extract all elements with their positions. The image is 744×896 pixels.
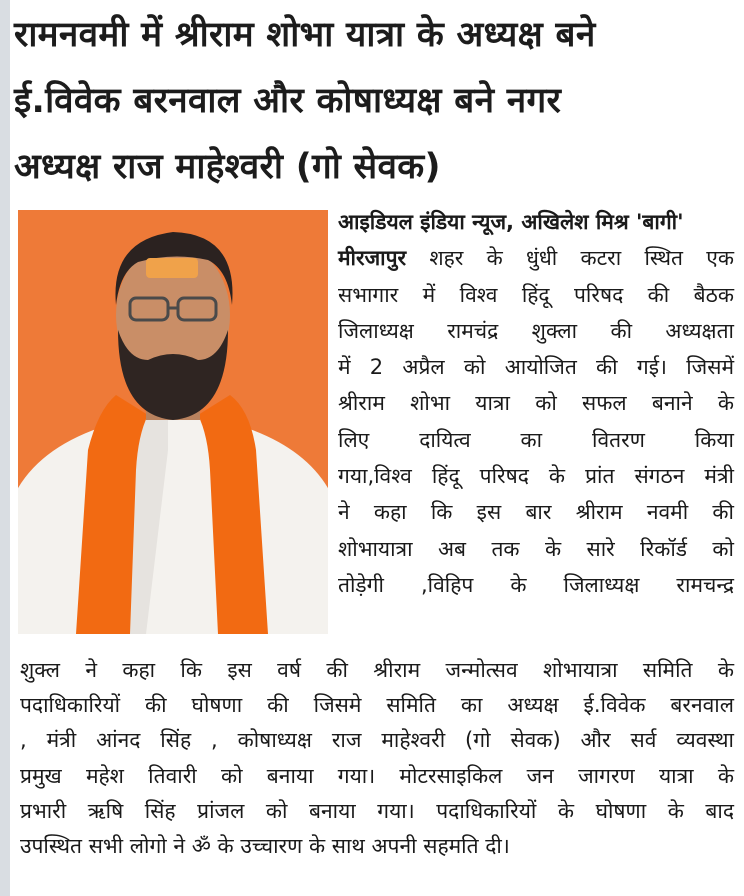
dateline: मीरजापुर <box>338 246 407 271</box>
portrait-photo-icon <box>18 210 328 634</box>
byline: आइडियल इंडिया न्यूज, अखिलेश मिश्र 'बागी' <box>338 210 684 234</box>
column-line-3: जिलाध्यक्ष रामचंद्र शुक्ला की अध्यक्षता <box>338 318 734 343</box>
column-line-6: लिए दायित्व का वितरण किया <box>338 427 734 452</box>
column-line-10: तोड़ेगी ,विहिप के जिलाध्यक्ष रामचन्द्र <box>338 572 734 597</box>
portrait-photo <box>18 210 328 634</box>
column-line-1 <box>338 240 734 276</box>
full-line-1: शुक्ल ने कहा कि इस वर्ष की श्रीराम जन्मोत्सव शोभायात्रा समिति के <box>20 658 734 682</box>
headline-line-2: ई.विवेक बरनवाल और कोषाध्यक्ष बने नगर <box>14 81 562 121</box>
column-line-4: में 2 अप्रैल को आयोजित की गई। जिसमें <box>338 355 734 380</box>
full-line-3: , मंत्री आंनद सिंह , कोषाध्यक्ष राज माहेश्वरी (गो सेवक) और सर्व व्यवस्था <box>20 728 734 753</box>
headline-line-3: अध्यक्ष राज माहेश्वरी (गो सेवक) <box>14 147 441 187</box>
page-edge-strip <box>0 0 10 896</box>
headline-line-1: रामनवमी में श्रीराम शोभा यात्रा के अध्यक्ष बने <box>14 15 596 55</box>
column-line-2: सभागार में विश्व हिंदू परिषद की बैठक <box>338 282 734 307</box>
column-line-9: शोभायात्रा अब तक के सारे रिकॉर्ड को <box>338 536 734 561</box>
column-text <box>338 204 734 603</box>
column-line-7: गया,विश्व हिंदू परिषद के प्रांत संगठन मंत्री <box>338 464 734 489</box>
full-line-5: प्रभारी ऋषि सिंह प्रांजल को बनाया गया। पदाधिकारियों के घोषणा के बाद <box>20 798 734 823</box>
headline <box>14 2 738 200</box>
full-line-6: उपस्थित सभी लोगो ने ॐ के उच्चारण के साथ अपनी सहमति दी। <box>20 833 510 858</box>
full-line-4: प्रमुख महेश तिवारी को बनाया गया। मोटरसाइकिल जन जागरण यात्रा के <box>20 763 734 788</box>
column-line-5: श्रीराम शोभा यात्रा को सफल बनाने के <box>338 391 734 416</box>
column-line-1-text: शहर के धुंधी कटरा स्थित एक <box>406 246 734 271</box>
column-line-8: ने कहा कि इस बार श्रीराम नवमी की <box>338 500 734 525</box>
full-line-2: पदाधिकारियों की घोषणा की जिसमे समिति का अध्यक्ष ई.विवेक बरनवाल <box>20 693 734 718</box>
full-width-text <box>20 653 734 864</box>
